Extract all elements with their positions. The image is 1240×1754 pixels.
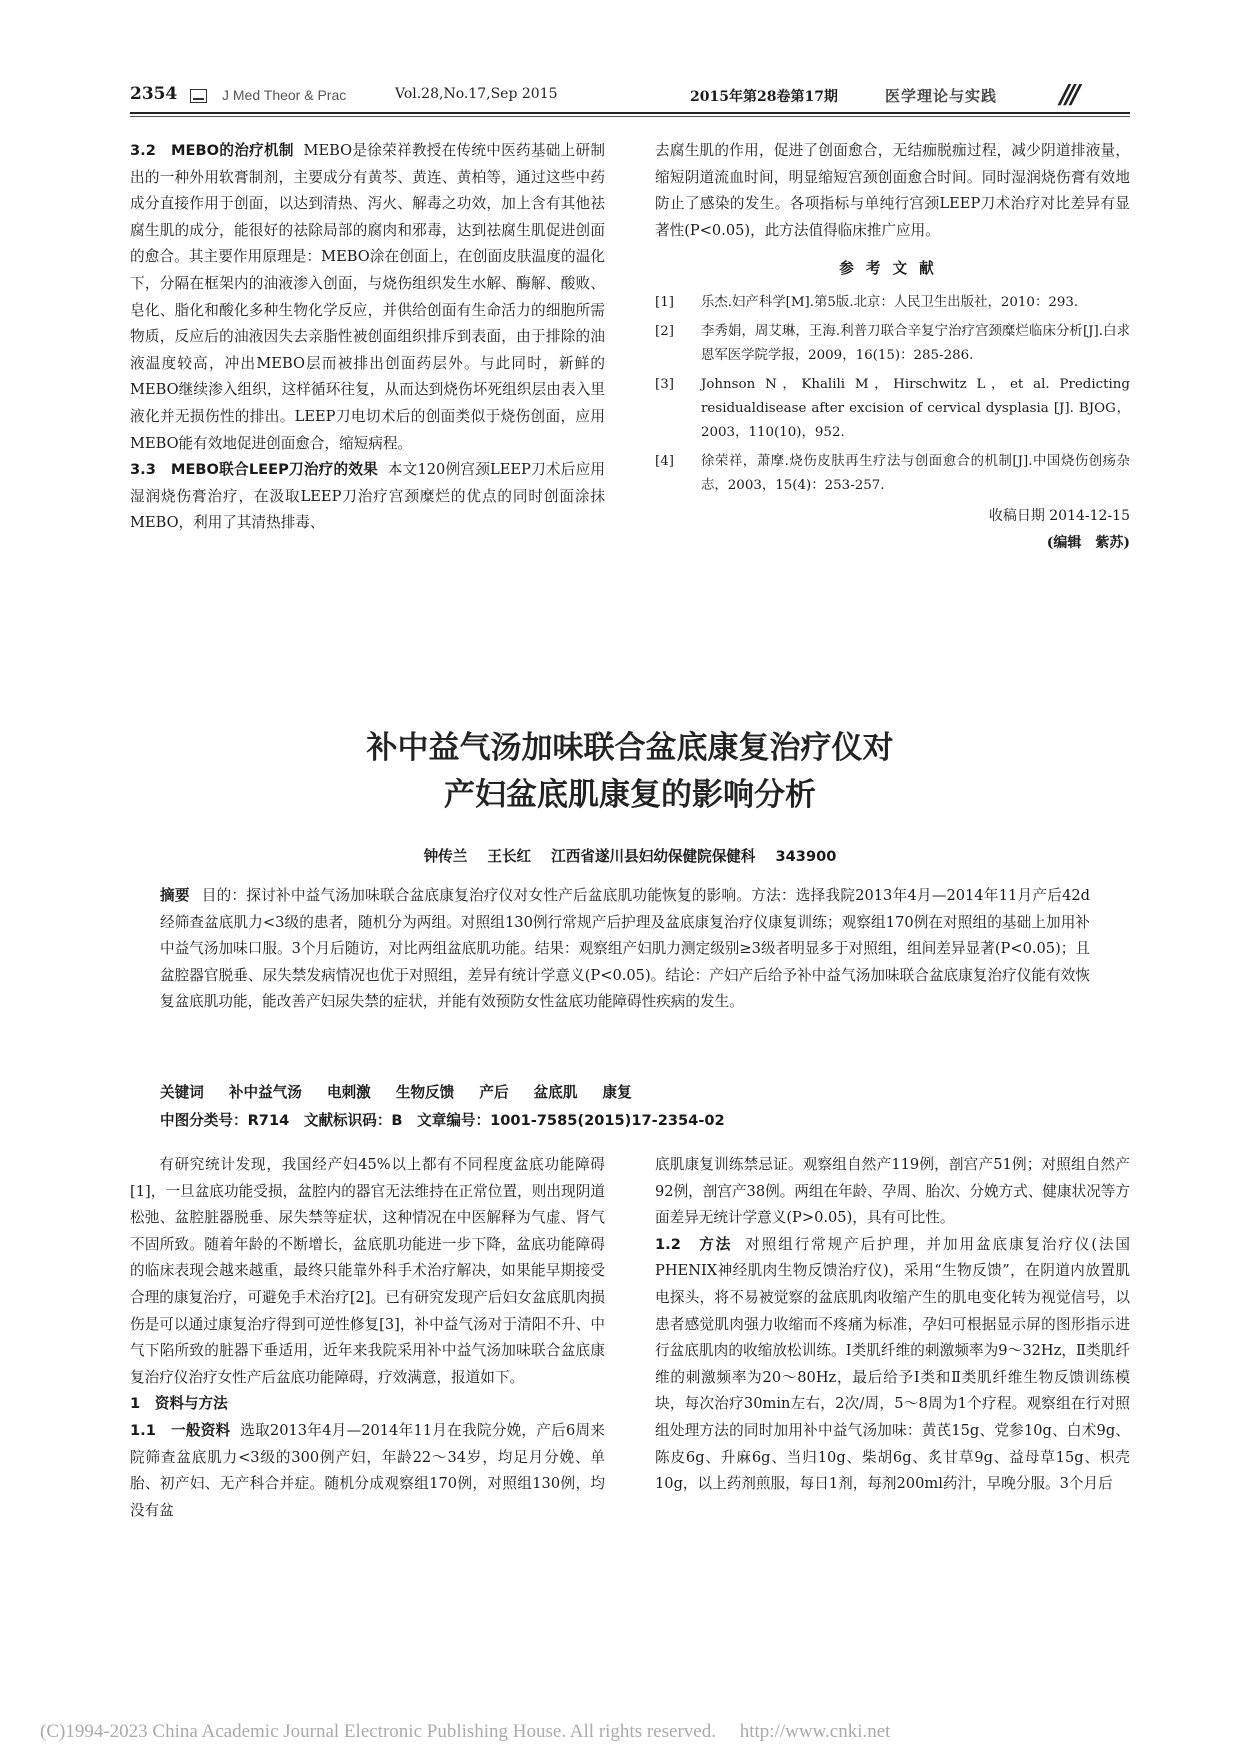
keyword: 产后 — [479, 1084, 509, 1101]
section-3-3-text: 本文120例宫颈LEEP刀术后应用湿润烧伤膏治疗，在汲取LEEP刀治疗宫颈糜烂的优点的同时创面涂抹MEBO，利用了其清热排毒、 — [130, 461, 606, 532]
author-name: 钟传兰 — [423, 848, 468, 865]
article-right-column — [655, 1152, 1130, 1498]
volume-issue-en: Vol.28,No.17,Sep 2015 — [395, 86, 558, 102]
reference-item: [2] 李秀娟，周艾琳，王海.利普刀联合辛复宁治疗宫颈糜烂临床分析[J].白求恩军医学院学报，2009，16(15)：285-286. — [655, 323, 1130, 363]
section-1-1 — [130, 1418, 605, 1524]
keyword: 康复 — [602, 1084, 632, 1101]
header-rule — [130, 112, 1130, 114]
keywords-line — [160, 1081, 1090, 1102]
author-line — [130, 845, 1130, 866]
abstract-label: 摘要 — [160, 887, 190, 904]
box-icon — [190, 89, 207, 103]
classification-line: 中图分类号：R714 文献标识码：B 文章编号：1001-7585(2015)17-2354-02 — [160, 1112, 725, 1129]
reference-item: [4] 徐荣祥，萧摩.烧伤皮肤再生疗法与创面愈合的机制[J].中国烧伤创疡杂志，2003，15(4)：253-257. — [655, 453, 1130, 493]
section-1-heading: 1 资料与方法 — [130, 1395, 228, 1413]
introduction: 有研究统计发现，我国经产妇45%以上都有不同程度盆底功能障碍[1]，一旦盆底功能受损，盆腔内的器官无法维持在正常位置，则出现阴道松弛、盆腔脏器脱垂、尿失禁等症状，这种情况在中医解释为气虚、肾气不固所致。随着年龄的不断增长，盆底肌功能进一步下降，盆底功能障碍的临床表现会越来越重，最终只能靠外科手术治疗解决，如果能早期接受合理的康复治疗，可避免手术治疗[2]。已有研究发现产后妇女盆底肌肉损伤是可以通过康复治疗得到可逆性修复[3]，补中益气汤对于清阳不升、中气下陷所致的脏器下垂适用，近年来我院采用补中益气汤加味联合盆底康复治疗仪治疗女性产后盆底功能障碍，疗效满意，报道如下。 — [130, 1156, 605, 1386]
section-1-2 — [655, 1232, 1130, 1498]
abstract — [160, 883, 1090, 1016]
article-left-column — [130, 1152, 605, 1524]
article-title-line-2: 产妇盆底肌康复的影响分析 — [444, 777, 816, 813]
section-1-1-continuation: 底肌康复训练禁忌证。观察组自然产119例，剖宫产51例；对照组自然产92例，剖宫产38例。两组在年龄、孕周、胎次、分娩方式、健康状况等方面差异无统计学意义(P>0.05)，具有可比性。 — [655, 1156, 1130, 1227]
prev-article-right-column — [655, 138, 1130, 556]
copyright-footer: (C)1994-2023 China Academic Journal Electronic Publishing House. All rights reserved. http://www.cnki.net — [40, 1721, 891, 1742]
editor-note: (编辑 紫苏) — [1046, 534, 1130, 551]
author-name: 王长红 — [487, 848, 532, 865]
section-1-1-text: 选取2013年4月—2014年11月在我院分娩，产后6周来院筛查盆底肌力<3级的300例产妇，年龄22～34岁，均足月分娩、单胎、初产妇、无产科合并症。随机分成观察组170例，对照组130例，均没有盆 — [130, 1421, 606, 1519]
journal-logo-icon: /// — [1060, 80, 1077, 110]
section-1-1-label: 1.1 一般资料 — [130, 1421, 231, 1439]
journal-name-cn: 医学理论与实践 — [885, 87, 998, 105]
prev-article-left-column — [130, 138, 605, 537]
reference-item: [3] Johnson N，Khalili M，Hirschwitz L，et al. Predicting residualdisease after excision of cervical dysplasia [J]. BJOG，2003，110(10)，952. — [655, 376, 1130, 440]
section-1-2-text: 对照组行常规产后护理，并加用盆底康复治疗仪(法国PHENIX神经肌肉生物反馈治疗仪)，采用“生物反馈”，在阴道内放置肌电探头，将不易被觉察的盆底肌肉收缩产生的肌电变化转为视觉信号，以患者感觉肌肉强力收缩而不疼痛为标准，孕妇可根据显示屏的图形指示进行盆底肌肉的收缩放松训练。Ⅰ类肌纤维的刺激频率为9～32Hz，Ⅱ类肌纤维的刺激频率为20～80Hz，最后给予Ⅰ类和Ⅱ类肌纤维生物反馈训练模块，每次治疗30min左右，2次/周，5～8周为1个疗程。观察组在行对照组处理方法的同时加用补中益气汤加味：黄芪15g、党参10g、白术9g、陈皮6g、升麻6g、当归10g、柴胡6g、炙甘草9g、益母草15g、枳壳10g，以上药剂煎服，每日1剂，每剂200ml药汁，早晚分服。3个月后 — [655, 1235, 1130, 1493]
keyword: 盆底肌 — [533, 1084, 578, 1101]
affiliation: 江西省遂川县妇幼保健院保健科 — [551, 848, 756, 865]
postcode: 343900 — [775, 848, 837, 865]
received-date: 收稿日期 2014-12-15 — [988, 507, 1130, 524]
header-rule-thin — [130, 116, 1130, 117]
keyword: 电刺激 — [326, 1084, 371, 1101]
section-3-3-label: 3.3 MEBO联合LEEP刀治疗的效果 — [130, 461, 379, 479]
running-header — [130, 80, 1130, 110]
section-3-3 — [130, 457, 605, 537]
volume-issue-cn: 2015年第28卷第17期 — [690, 89, 838, 105]
keyword: 补中益气汤 — [228, 1084, 302, 1101]
reference-item: [1] 乐杰.妇产科学[M].第5版.北京：人民卫生出版社，2010：293. — [655, 294, 1079, 310]
abstract-text: 目的：探讨补中益气汤加味联合盆底康复治疗仪对女性产后盆底肌功能恢复的影响。方法：选择我院2013年4月—2014年11月产后42d经筛查盆底肌力<3级的患者，随机分为两组。对照组130例行常规产后护理及盆底康复治疗仪康复训练；观察组170例在对照组的基础上加用补中益气汤加味口服。3个月后随访，对比两组盆底肌功能。结果：观察组产妇肌力测定级别≥3级者明显多于对照组，组间差异显著(P<0.05)；且盆腔器官脱垂、尿失禁发病情况也优于对照组，差异有统计学意义(P<0.05)。结论：产妇产后给予补中益气汤加味联合盆底康复治疗仪能有效恢复盆底肌功能，能改善产妇尿失禁的症状，并能有效预防女性盆底功能障碍性疾病的发生。 — [160, 887, 1090, 1011]
section-3-2-text: MEBO是徐荣祥教授在传统中医药基础上研制出的一种外用软膏制剂，主要成分有黄芩、黄连、黄柏等，通过这些中药成分直接作用于创面，以达到清热、泻火、解毒之功效，加上含有其他祛腐生肌的成分，能很好的祛除局部的腐肉和邪毒，达到祛腐生肌促进创面的愈合。其主要作用原理是：MEBO涂在创面上，在创面皮肤温度的温化下，分隔在框架内的油液渗入创面，与烧伤组织发生水解、酶解、酸败、皂化、脂化和酸化多种生物化学反应，并供给创面有生命活力的细胞所需物质，反应后的油液因失去亲脂性被创面组织排斥到表面，由于排除的油液温度较高，冲出MEBO层而被排出创面药层外。与此同时，新鲜的MEBO继续渗入组织，这样循环往复，从而达到烧伤坏死组织层由表入里液化并无损伤性的排出。LEEP刀电切术后的创面类似于烧伤创面，应用MEBO能有效地促进创面愈合，缩短病程。 — [130, 142, 605, 452]
article-title-line-1: 补中益气汤加味联合盆底康复治疗仪对 — [366, 730, 894, 766]
keyword: 生物反馈 — [395, 1084, 455, 1101]
section-3-2-label: 3.2 MEBO的治疗机制 — [130, 142, 294, 159]
page-number: 2354 — [130, 84, 178, 104]
journal-name-en: J Med Theor & Prac — [222, 87, 347, 103]
section-3-2 — [130, 138, 605, 457]
keywords-label: 关键词 — [160, 1084, 204, 1101]
references-title: 参考文献 — [839, 260, 946, 278]
section-1-2-label: 1.2 方法 — [655, 1235, 733, 1253]
discussion-continuation: 去腐生肌的作用，促进了创面愈合，无结痂脱痂过程，减少阴道排液量，缩短阴道流血时间，明显缩短宫颈创面愈合时间。同时湿润烧伤膏有效地防止了感染的发生。各项指标与单纯行宫颈LEEP刀术治疗对比差异有显著性(P<0.05)，此方法值得临床推广应用。 — [655, 142, 1130, 239]
